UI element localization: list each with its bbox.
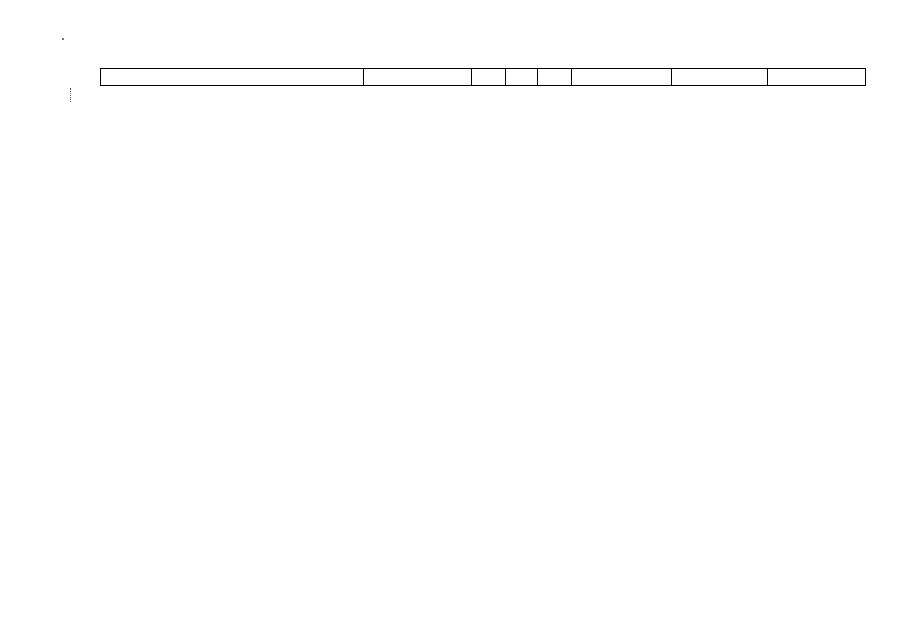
header-name xyxy=(101,69,363,85)
header-2018 xyxy=(571,69,671,85)
header-csr xyxy=(363,69,471,85)
scan-speck xyxy=(62,38,64,40)
header-2020 xyxy=(767,69,865,85)
table-header xyxy=(100,68,866,86)
scan-mark xyxy=(70,88,72,102)
header-2019 xyxy=(671,69,767,85)
header-pr xyxy=(505,69,537,85)
header-rz xyxy=(471,69,505,85)
header-vr xyxy=(537,69,571,85)
